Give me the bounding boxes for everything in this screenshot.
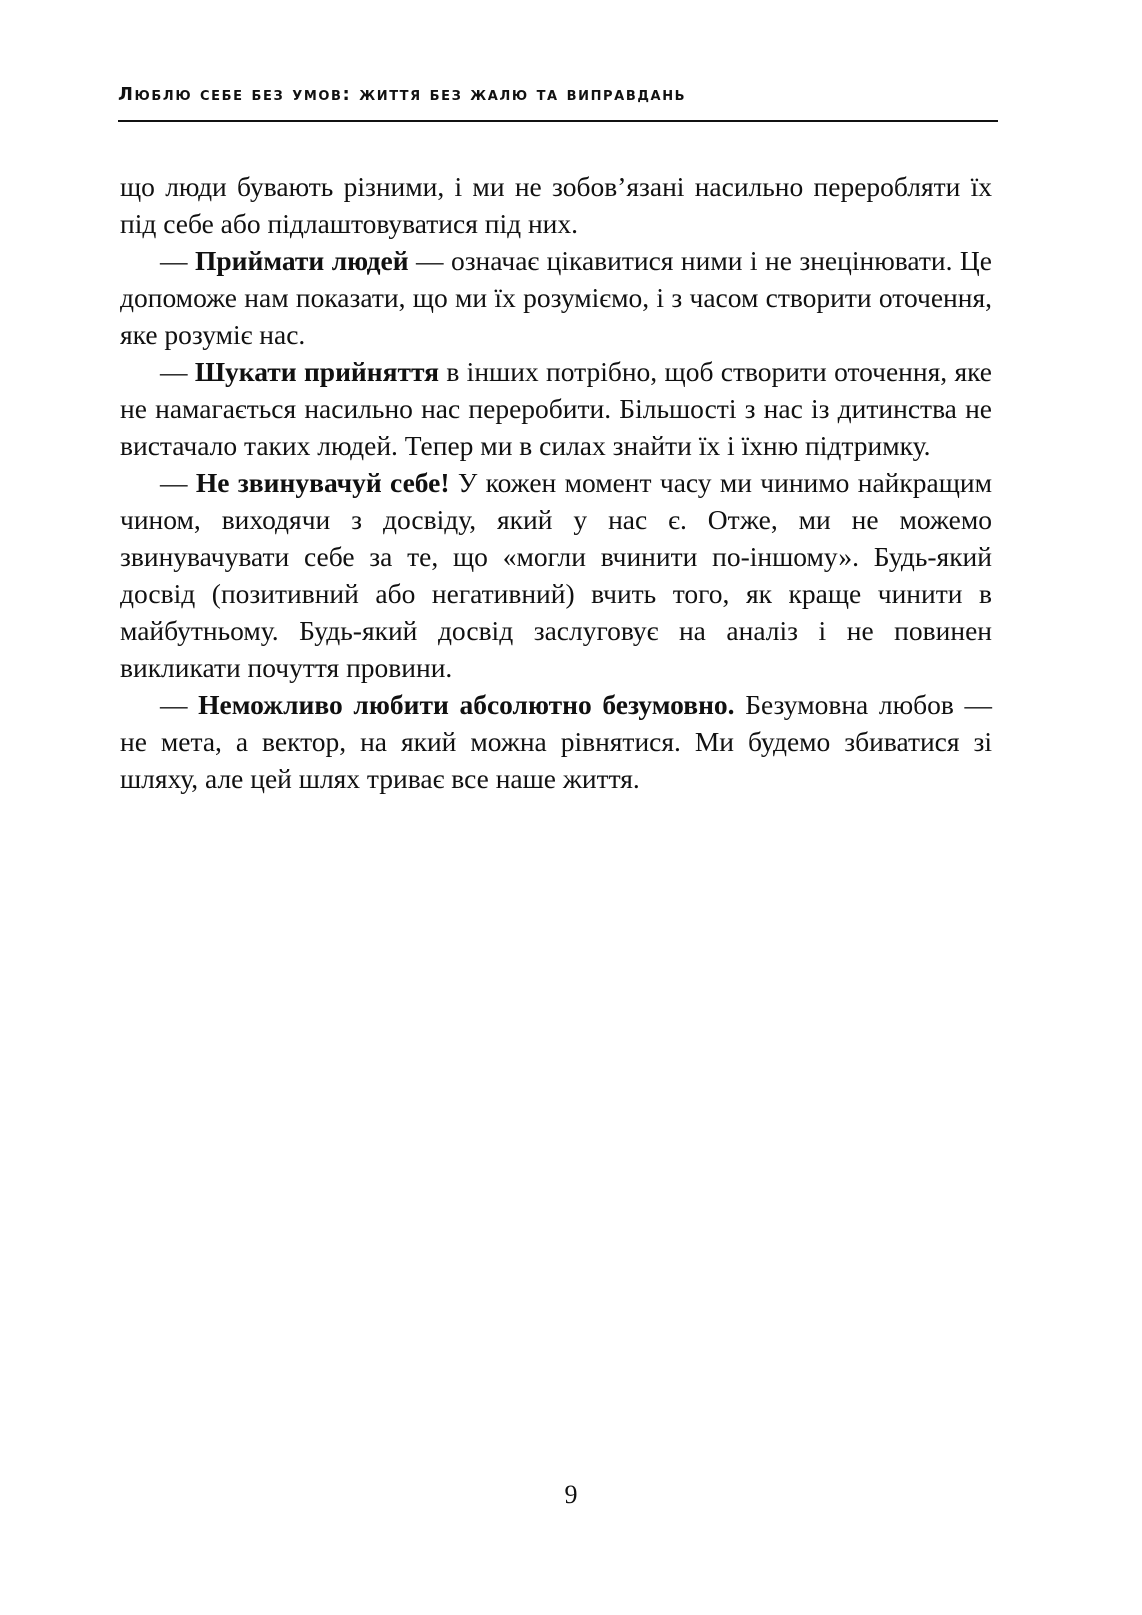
item-dash: —	[160, 689, 199, 720]
paragraph-continuation: що люди бувають різними, і ми не зобов’язані насильно переробляти їх під себе або підлаштовуватися під них.	[120, 171, 992, 239]
item-dash: —	[160, 356, 195, 387]
list-item	[120, 242, 992, 353]
item-text: в інших потрібно, щоб створити оточення, яке не намагається насильно нас переробити. Більшості з нас із дитинства не вистачало таких людей. Тепер ми в силах знайти їх і їхню підтримку.	[120, 356, 993, 461]
list-item	[120, 464, 992, 686]
item-dash: —	[160, 467, 196, 498]
page-number: 9	[564, 1480, 578, 1509]
item-text: — означає цікавитися ними і не знецінювати. Це допоможе нам показати, що ми їх розуміємо, і з часом створити оточення, яке розуміє нас.	[120, 245, 992, 350]
header-rule	[118, 120, 998, 122]
item-dash: —	[160, 245, 195, 276]
list-item	[120, 686, 992, 797]
item-heading: Приймати людей	[194, 245, 409, 276]
item-heading: Не звинувачуй себе!	[195, 467, 450, 498]
item-text: У кожен момент часу ми чинимо найкращим чином, виходячи з досвіду, який у нас є. Отже, ми не можемо звинувачувати себе за те, що «могли вчинити по-іншому». Будь-який досвід (позитивний або негативний) вчить того, як краще чинити в майбутньому. Будь-який досвід заслуговує на аналіз і не повинен викликати почуття провини.	[120, 467, 992, 683]
page-body	[120, 168, 992, 797]
running-header: Люблю себе без умов: життя без жалю та виправдань	[118, 84, 687, 105]
item-heading: Неможливо любити абсолютно безумовно.	[198, 689, 735, 720]
item-text: Безумовна любов — не мета, а вектор, на який можна рівнятися. Ми будемо збиватися зі шляху, але цей шлях триває все наше життя.	[120, 689, 993, 794]
item-heading: Шукати прийняття	[194, 356, 440, 387]
list-item	[120, 353, 992, 464]
